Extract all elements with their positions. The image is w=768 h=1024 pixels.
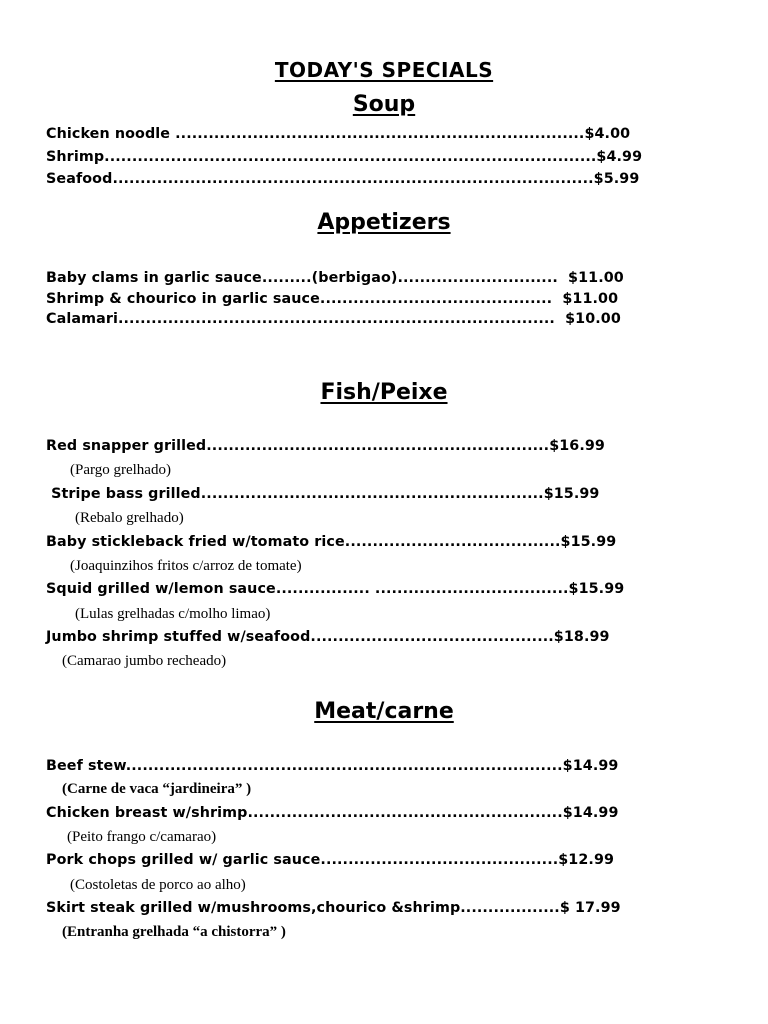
- menu-item: Stripe bass grilled..............................................................$15.99: [46, 486, 600, 502]
- section-heading-fish: Fish/Peixe: [320, 380, 448, 405]
- section-heading-meat: Meat/carne: [314, 699, 454, 724]
- menu-item: Skirt steak grilled w/mushrooms,chourico &shrimp..................$ 17.99: [46, 900, 621, 916]
- menu-item: Calamari............................................................................... $10.00: [46, 311, 621, 327]
- menu-item-translation: (Pargo grelhado): [70, 462, 171, 478]
- page-title: TODAY'S SPECIALS: [274, 58, 494, 82]
- menu-item: Shrimp.........................................................................................$4.99: [46, 149, 643, 165]
- menu-item-translation: (Camarao jumbo recheado): [62, 653, 227, 669]
- menu-item: Shrimp & chourico in garlic sauce.......................................... $11.00: [46, 291, 619, 307]
- menu-item: Baby stickleback fried w/tomato rice.......................................$15.99: [46, 534, 617, 550]
- menu-item: Chicken breast w/shrimp.........................................................$14.99: [46, 805, 619, 821]
- menu-item-translation: (Carne de vaca “jardineira” ): [62, 781, 252, 797]
- section-heading-appetizers: Appetizers: [317, 210, 451, 235]
- menu-item-translation: (Peito frango c/camarao): [67, 829, 217, 845]
- menu-item-translation: (Entranha grelhada “a chistorra” ): [62, 924, 286, 940]
- menu-item: Squid grilled w/lemon sauce................. ...................................$15.99: [46, 581, 625, 597]
- menu-item: Jumbo shrimp stuffed w/seafood............................................$18.99: [46, 629, 610, 645]
- menu-item-translation: (Lulas grelhadas c/molho limao): [75, 606, 271, 622]
- menu-item: Beef stew...............................................................................$14.99: [46, 758, 619, 774]
- menu-item-translation: (Costoletas de porco ao alho): [70, 877, 246, 893]
- menu-item-translation: (Joaquinzihos fritos c/arroz de tomate): [70, 558, 302, 574]
- menu-item: Chicken noodle ..........................................................................$4.00: [46, 126, 631, 142]
- menu-item: Pork chops grilled w/ garlic sauce...........................................$12.99: [46, 852, 615, 868]
- menu-item: Baby clams in garlic sauce.........(berbigao)............................. $11.00: [46, 270, 624, 286]
- section-heading-soup: Soup: [352, 92, 416, 117]
- menu-item: Seafood.......................................................................................$5.99: [46, 171, 640, 187]
- menu-item-translation: (Rebalo grelhado): [75, 510, 184, 526]
- menu-item: Red snapper grilled..............................................................$16.99: [46, 438, 605, 454]
